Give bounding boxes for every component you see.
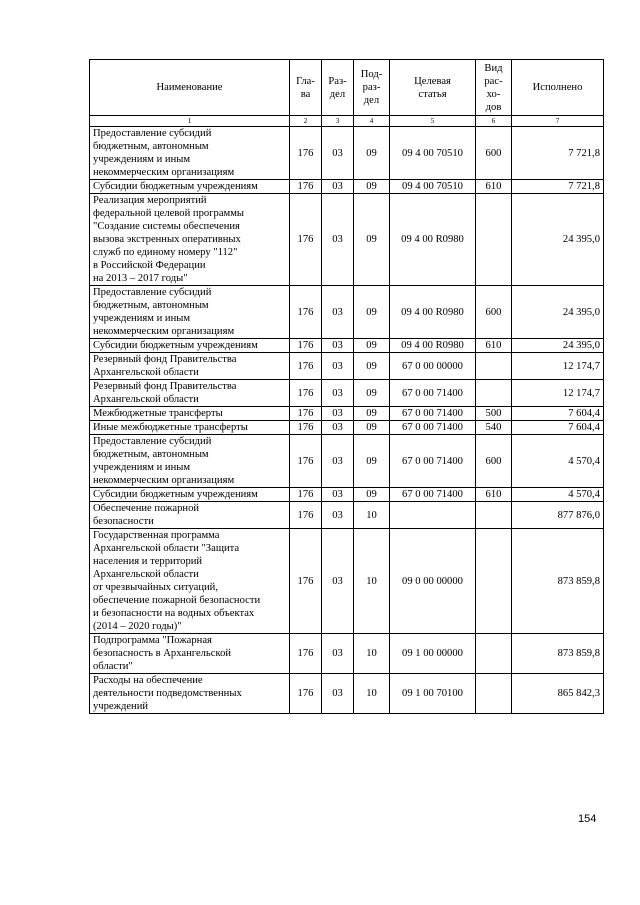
- row-expense-type: 540: [476, 421, 512, 435]
- row-subsection: 09: [354, 180, 390, 194]
- table-body: [90, 127, 604, 714]
- row-target: 67 0 00 71400: [390, 380, 476, 407]
- row-section: 03: [322, 407, 354, 421]
- table-row: [90, 286, 604, 339]
- row-name: Субсидии бюджетным учреждениям: [90, 488, 290, 502]
- row-chapter: 176: [290, 529, 322, 634]
- row-subsection: 09: [354, 194, 390, 286]
- budget-table: [89, 59, 604, 714]
- row-expense-type: [476, 353, 512, 380]
- table-row: [90, 488, 604, 502]
- row-expense-type: 600: [476, 127, 512, 180]
- row-target: 09 4 00 R0980: [390, 339, 476, 353]
- row-executed: 7 721,8: [512, 180, 604, 194]
- row-chapter: 176: [290, 488, 322, 502]
- row-chapter: 176: [290, 502, 322, 529]
- row-expense-type: 610: [476, 180, 512, 194]
- row-chapter: 176: [290, 127, 322, 180]
- row-chapter: 176: [290, 421, 322, 435]
- header-executed: Исполнено: [512, 60, 604, 116]
- row-target: 67 0 00 71400: [390, 435, 476, 488]
- row-expense-type: 610: [476, 488, 512, 502]
- page-number: 154: [578, 813, 597, 825]
- row-section: 03: [322, 502, 354, 529]
- row-executed: 873 859,8: [512, 529, 604, 634]
- row-executed: 865 842,3: [512, 674, 604, 714]
- row-target: 09 4 00 70510: [390, 180, 476, 194]
- row-section: 03: [322, 529, 354, 634]
- row-target: 09 4 00 70510: [390, 127, 476, 180]
- row-name: Предоставление субсидий бюджетным, автономным учреждениям и иным некоммерческим организациям: [90, 435, 290, 488]
- row-name: Государственная программа Архангельской области "Защита населения и территорий Архангельской области от чрезвычайных ситуаций, обеспечение пожарной безопасности и безопасности на водных объектах (2014 – 2020 годы)": [90, 529, 290, 634]
- row-chapter: 176: [290, 286, 322, 339]
- column-number: 1: [90, 116, 290, 127]
- row-executed: 7 721,8: [512, 127, 604, 180]
- table-row: [90, 529, 604, 634]
- row-name: Реализация мероприятий федеральной целевой программы "Создание системы обеспечения вызова экстренных оперативных служб по единому номеру "112" в Российской Федерации на 2013 – 2017 годы": [90, 194, 290, 286]
- table-row: [90, 339, 604, 353]
- table-row: [90, 674, 604, 714]
- row-chapter: 176: [290, 194, 322, 286]
- column-number: 3: [322, 116, 354, 127]
- row-executed: 24 395,0: [512, 286, 604, 339]
- header-subsection: Под- раз- дел: [354, 60, 390, 116]
- row-chapter: 176: [290, 339, 322, 353]
- row-name: Резервный фонд Правительства Архангельской области: [90, 380, 290, 407]
- row-subsection: 09: [354, 407, 390, 421]
- row-executed: 7 604,4: [512, 407, 604, 421]
- table-row: [90, 380, 604, 407]
- row-target: 09 4 00 R0980: [390, 194, 476, 286]
- row-subsection: 09: [354, 421, 390, 435]
- row-section: 03: [322, 380, 354, 407]
- row-target: 09 4 00 R0980: [390, 286, 476, 339]
- table-row: [90, 435, 604, 488]
- row-section: 03: [322, 286, 354, 339]
- row-subsection: 09: [354, 435, 390, 488]
- row-executed: 12 174,7: [512, 353, 604, 380]
- row-executed: 4 570,4: [512, 435, 604, 488]
- row-chapter: 176: [290, 353, 322, 380]
- table-row: [90, 194, 604, 286]
- row-name: Иные межбюджетные трансферты: [90, 421, 290, 435]
- row-section: 03: [322, 634, 354, 674]
- row-name: Субсидии бюджетным учреждениям: [90, 180, 290, 194]
- row-expense-type: [476, 529, 512, 634]
- row-section: 03: [322, 353, 354, 380]
- row-name: Предоставление субсидий бюджетным, автономным учреждениям и иным некоммерческим организациям: [90, 286, 290, 339]
- row-target: 09 0 00 00000: [390, 529, 476, 634]
- table-row: [90, 634, 604, 674]
- row-chapter: 176: [290, 380, 322, 407]
- row-subsection: 09: [354, 286, 390, 339]
- row-subsection: 09: [354, 339, 390, 353]
- row-subsection: 09: [354, 127, 390, 180]
- row-subsection: 10: [354, 634, 390, 674]
- row-name: Подпрограмма "Пожарная безопасность в Архангельской области": [90, 634, 290, 674]
- row-section: 03: [322, 339, 354, 353]
- row-target: 09 1 00 70100: [390, 674, 476, 714]
- row-name: Резервный фонд Правительства Архангельской области: [90, 353, 290, 380]
- table-row: [90, 180, 604, 194]
- column-number: 5: [390, 116, 476, 127]
- row-chapter: 176: [290, 180, 322, 194]
- header-section: Раз- дел: [322, 60, 354, 116]
- row-target: 67 0 00 00000: [390, 353, 476, 380]
- row-name: Расходы на обеспечение деятельности подведомственных учреждений: [90, 674, 290, 714]
- row-section: 03: [322, 421, 354, 435]
- row-section: 03: [322, 435, 354, 488]
- row-expense-type: [476, 380, 512, 407]
- header-row: [90, 60, 604, 116]
- row-chapter: 176: [290, 674, 322, 714]
- row-subsection: 10: [354, 529, 390, 634]
- header-expense-type: Вид рас- хо- дов: [476, 60, 512, 116]
- row-chapter: 176: [290, 435, 322, 488]
- header-chapter: Гла- ва: [290, 60, 322, 116]
- row-expense-type: 600: [476, 286, 512, 339]
- row-subsection: 09: [354, 488, 390, 502]
- header-name: Наименование: [90, 60, 290, 116]
- column-number: 4: [354, 116, 390, 127]
- row-executed: 24 395,0: [512, 339, 604, 353]
- row-executed: 877 876,0: [512, 502, 604, 529]
- row-expense-type: [476, 502, 512, 529]
- column-number: 6: [476, 116, 512, 127]
- row-section: 03: [322, 674, 354, 714]
- column-number: 7: [512, 116, 604, 127]
- row-expense-type: 600: [476, 435, 512, 488]
- row-name: Субсидии бюджетным учреждениям: [90, 339, 290, 353]
- table-row: [90, 421, 604, 435]
- row-target: 67 0 00 71400: [390, 407, 476, 421]
- row-executed: 24 395,0: [512, 194, 604, 286]
- row-executed: 4 570,4: [512, 488, 604, 502]
- row-section: 03: [322, 194, 354, 286]
- row-chapter: 176: [290, 407, 322, 421]
- row-target: 67 0 00 71400: [390, 421, 476, 435]
- row-expense-type: [476, 634, 512, 674]
- table-row: [90, 407, 604, 421]
- header-target: Целевая статья: [390, 60, 476, 116]
- column-number-row: [90, 116, 604, 127]
- row-expense-type: [476, 194, 512, 286]
- row-expense-type: 610: [476, 339, 512, 353]
- row-chapter: 176: [290, 634, 322, 674]
- row-executed: 7 604,4: [512, 421, 604, 435]
- row-target: 67 0 00 71400: [390, 488, 476, 502]
- row-target: [390, 502, 476, 529]
- row-executed: 12 174,7: [512, 380, 604, 407]
- row-section: 03: [322, 488, 354, 502]
- row-target: 09 1 00 00000: [390, 634, 476, 674]
- row-name: Обеспечение пожарной безопасности: [90, 502, 290, 529]
- row-expense-type: 500: [476, 407, 512, 421]
- row-expense-type: [476, 674, 512, 714]
- row-subsection: 10: [354, 502, 390, 529]
- row-executed: 873 859,8: [512, 634, 604, 674]
- row-name: Предоставление субсидий бюджетным, автономным учреждениям и иным некоммерческим организациям: [90, 127, 290, 180]
- row-name: Межбюджетные трансферты: [90, 407, 290, 421]
- table-row: [90, 353, 604, 380]
- row-subsection: 09: [354, 353, 390, 380]
- row-subsection: 09: [354, 380, 390, 407]
- row-subsection: 10: [354, 674, 390, 714]
- row-section: 03: [322, 180, 354, 194]
- table-row: [90, 127, 604, 180]
- table-row: [90, 502, 604, 529]
- row-section: 03: [322, 127, 354, 180]
- column-number: 2: [290, 116, 322, 127]
